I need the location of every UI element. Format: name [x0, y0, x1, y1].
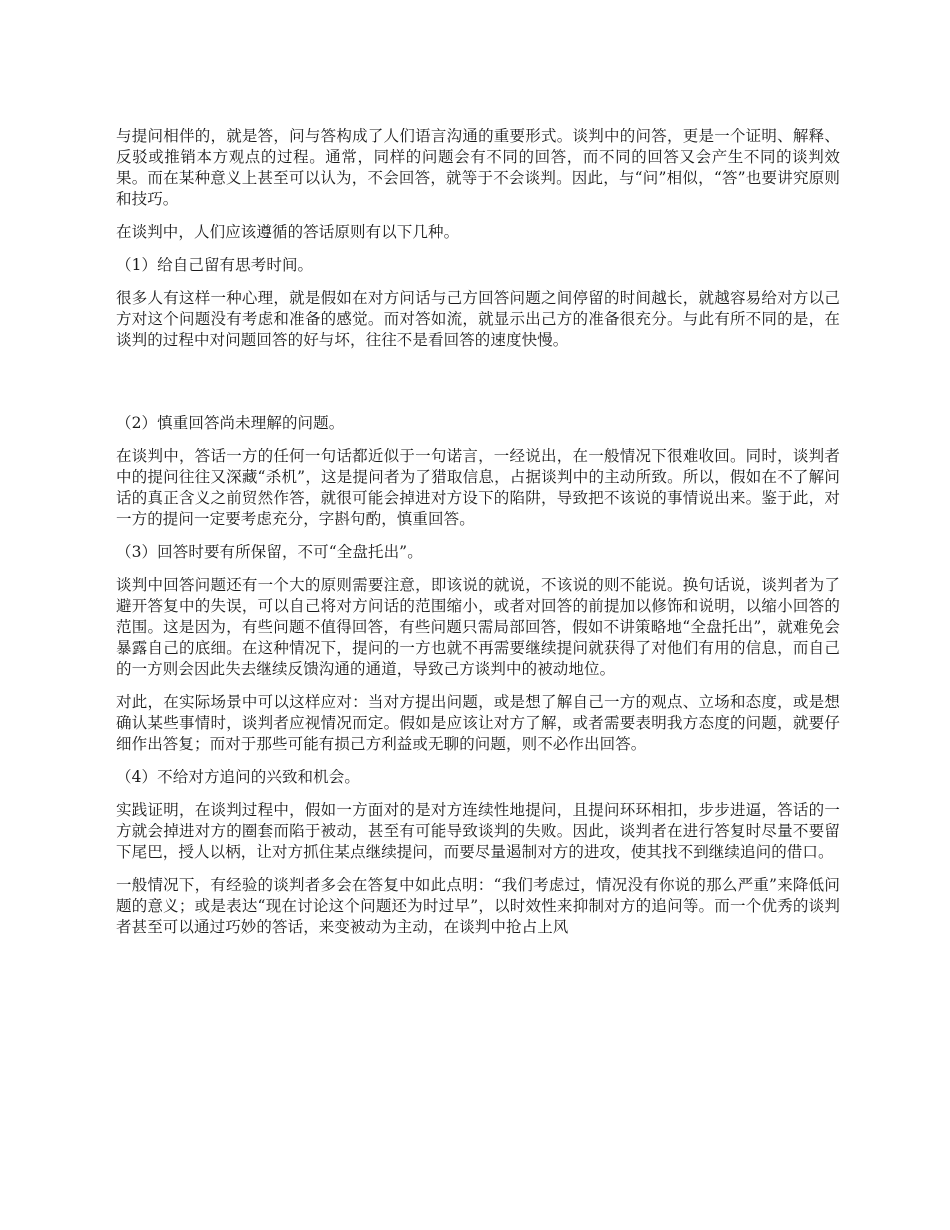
- heading-principle-3: （3）回答时要有所保留，不可“全盘托出”。: [116, 543, 423, 561]
- paragraph-principle-1: 很多人有这样一种心理，就是假如在对方问话与己方回答问题之间停留的时间越长，就越容易给对方以己方对这个问题没有考虑和准备的感觉。而对答如流，就显示出己方的准备很充分。与此有所不同的是，在谈判的过程中对问题回答的好与坏，往往不是看回答的速度快慢。: [116, 289, 840, 349]
- paragraph-principle-3b: 对此，在实际场景中可以这样应对：当对方提出问题，或是想了解自己一方的观点、立场和态度，或是想确认某些事情时，谈判者应视情况而定。假如是应该让对方了解，或者需要表明我方态度的问题，就要仔细作出答复；而对于那些可能有损己方利益或无聊的问题，则不必作出回答。: [116, 693, 840, 753]
- heading-principle-1: （1）给自己留有思考时间。: [116, 256, 314, 274]
- paragraph-principle-4b: 一般情况下，有经验的谈判者多会在答复中如此点明：“我们考虑过，情况没有你说的那么严重”来降低问题的意义；或是表达“现在讨论这个问题还为时过早”，以时效性来抑制对方的追问等。而一个优秀的谈判者甚至可以通过巧妙的答话，来变被动为主动，在谈判中抢占上风: [116, 876, 840, 936]
- heading-principle-2: （2）慎重回答尚未理解的问题。: [116, 414, 345, 432]
- document-page: [116, 126, 840, 950]
- paragraph-principles: 在谈判中，人们应该遵循的答话原则有以下几种。: [116, 223, 460, 241]
- paragraph-principle-4a: 实践证明，在谈判过程中，假如一方面对的是对方连续性地提问，且提问环环相扣，步步进逼，答话的一方就会掉进对方的圈套而陷于被动，甚至有可能导致谈判的失败。因此，谈判者在进行答复时尽量不要留下尾巴，授人以柄，让对方抓住某点继续提问，而要尽量遏制对方的进攻，使其找不到继续追问的借口。: [116, 801, 840, 861]
- paragraph-intro: 与提问相伴的，就是答，问与答构成了人们语言沟通的重要形式。谈判中的问答，更是一个证明、解释、反驳或推销本方观点的过程。通常，同样的问题会有不同的回答，而不同的回答又会产生不同的谈判效果。而在某种意义上甚至可以认为，不会回答，就等于不会谈判。因此，与“问”相似，“答”也要讲究原则和技巧。: [116, 127, 840, 208]
- paragraph-principle-2: 在谈判中，答话一方的任何一句话都近似于一句诺言，一经说出，在一般情况下很难收回。同时，谈判者中的提问往往又深藏“杀机”，这是提问者为了猎取信息，占据谈判中的主动所致。所以，假如在不了解问话的真正含义之前贸然作答，就很可能会掉进对方设下的陷阱，导致把不该说的事情说出来。鉴于此，对一方的提问一定要考虑充分，字斟句酌，慎重回答。: [116, 447, 840, 528]
- heading-principle-4: （4）不给对方追问的兴致和机会。: [116, 768, 360, 786]
- paragraph-principle-3a: 谈判中回答问题还有一个大的原则需要注意，即该说的就说，不该说的则不能说。换句话说，谈判者为了避开答复中的失误，可以自己将对方问话的范围缩小，或者对回答的前提加以修饰和说明，以缩小回答的范围。这是因为，有些问题不值得回答，有些问题只需局部回答，假如不讲策略地“全盘托出”，就难免会暴露自己的底细。在这种情况下，提问的一方也就不再需要继续提问就获得了对他们有用的信息，而自己的一方则会因此失去继续反馈沟通的通道，导致己方谈判中的被动地位。: [116, 576, 840, 678]
- section-gap: [116, 363, 840, 413]
